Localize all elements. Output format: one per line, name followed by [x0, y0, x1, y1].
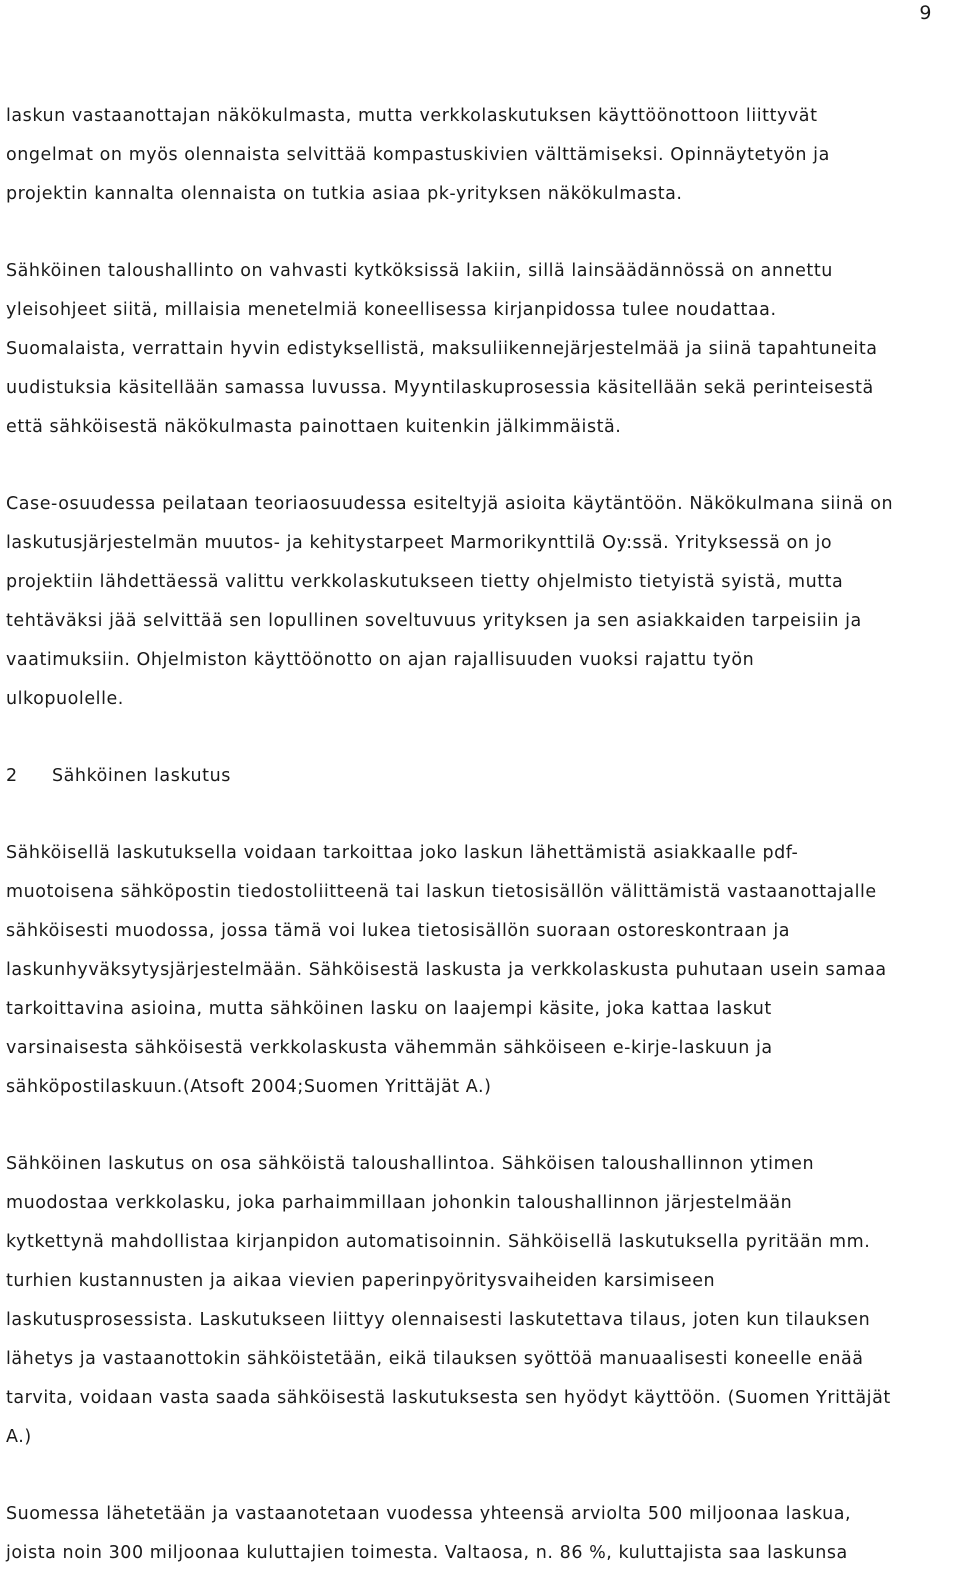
section-number: 2 — [6, 766, 18, 786]
paragraph-2 — [6, 252, 952, 447]
paragraph-gap — [6, 1457, 952, 1495]
text-line: yleisohjeet siitä, millaisia menetelmiä koneellisessa kirjanpidossa tulee noudattaa. — [6, 300, 777, 320]
paragraph-5 — [6, 1145, 952, 1457]
text-line: sähköisesti muodossa, jossa tämä voi lukea tietosisällön suoraan ostoreskontraan ja — [6, 921, 791, 941]
text-line: uudistuksia käsitellään samassa luvussa. Myyntilaskuprosessia käsitellään sekä perinteisestä — [6, 378, 874, 398]
text-line: Suomessa lähetetään ja vastaanotetaan vuodessa yhteensä arviolta 500 miljoonaa laskua, — [6, 1504, 852, 1524]
text-line: tarvita, voidaan vasta saada sähköisestä laskutuksesta sen hyödyt käyttöön. (Suomen Yrittäjät — [6, 1388, 891, 1408]
text-line: laskutusprosessista. Laskutukseen liittyy olennaisesti laskutettava tilaus, joten kun tilauksen — [6, 1310, 871, 1330]
text-line: Sähköinen taloushallinto on vahvasti kytköksissä lakiin, sillä lainsäädännössä on annettu — [6, 261, 833, 281]
paragraph-gap — [6, 796, 952, 834]
paragraph-gap — [6, 214, 952, 252]
text-line: turhien kustannusten ja aikaa vievien paperinpyöritysvaiheiden karsimiseen — [6, 1271, 716, 1291]
paragraph-gap — [6, 447, 952, 485]
paragraph-4 — [6, 834, 952, 1107]
page-number: 9 — [919, 2, 932, 24]
text-line: sähköpostilaskuun.(Atsoft 2004;Suomen Yrittäjät A.) — [6, 1077, 492, 1097]
text-line: projektin kannalta olennaista on tutkia asiaa pk-yrityksen näkökulmasta. — [6, 184, 683, 204]
text-line: varsinaisesta sähköisestä verkkolaskusta vähemmän sähköiseen e-kirje-laskuun ja — [6, 1038, 773, 1058]
text-line: tarkoittavina asioina, mutta sähköinen lasku on laajempi käsite, joka kattaa laskut — [6, 999, 772, 1019]
document-body — [6, 97, 952, 1573]
text-line: kytkettynä mahdollistaa kirjanpidon automatisoinnin. Sähköisellä laskutuksella pyritään mm. — [6, 1232, 871, 1252]
text-line: ulkopuolelle. — [6, 689, 124, 709]
text-line: vaatimuksiin. Ohjelmiston käyttöönotto on ajan rajallisuuden vuoksi rajattu työn — [6, 650, 755, 670]
text-line: laskutusjärjestelmän muutos- ja kehitystarpeet Marmorikynttilä Oy:ssä. Yrityksessä on jo — [6, 533, 833, 553]
text-line: tehtäväksi jää selvittää sen lopullinen soveltuvuus yrityksen ja sen asiakkaiden tarpeisiin ja — [6, 611, 862, 631]
paragraph-6 — [6, 1495, 952, 1573]
text-line: muotoisena sähköpostin tiedostoliitteenä tai laskun tietosisällön välittämistä vastaanottajalle — [6, 882, 877, 902]
paragraph-gap — [6, 1107, 952, 1145]
text-line: että sähköisestä näkökulmasta painottaen kuitenkin jälkimmäistä. — [6, 417, 622, 437]
text-line: joista noin 300 miljoonaa kuluttajien toimesta. Valtaosa, n. 86 %, kuluttajista saa laskunsa — [6, 1543, 848, 1563]
text-line: projektiin lähdettäessä valittu verkkolaskutukseen tietty ohjelmisto tietyistä syistä, mutta — [6, 572, 844, 592]
text-line: laskun vastaanottajan näkökulmasta, mutta verkkolaskutuksen käyttöönottoon liittyvät — [6, 106, 818, 126]
text-line: Sähköisellä laskutuksella voidaan tarkoittaa joko laskun lähettämistä asiakkaalle pdf- — [6, 843, 799, 863]
text-line: ongelmat on myös olennaista selvittää kompastuskivien välttämiseksi. Opinnäytetyön ja — [6, 145, 830, 165]
text-line: muodostaa verkkolasku, joka parhaimmillaan johonkin taloushallinnon järjestelmään — [6, 1193, 793, 1213]
paragraph-3 — [6, 485, 952, 719]
text-line: Sähköinen laskutus on osa sähköistä taloushallintoa. Sähköisen taloushallinnon ytimen — [6, 1154, 815, 1174]
text-line: A.) — [6, 1427, 32, 1447]
paragraph-gap — [6, 719, 952, 757]
section-heading — [6, 757, 952, 796]
text-line: laskunhyväksytysjärjestelmään. Sähköisestä laskusta ja verkkolaskusta puhutaan usein samaa — [6, 960, 887, 980]
text-line: Case-osuudessa peilataan teoriaosuudessa esiteltyjä asioita käytäntöön. Näkökulmana siinä on — [6, 494, 894, 514]
text-line: Suomalaista, verrattain hyvin edistyksellistä, maksuliikennejärjestelmää ja siinä tapahtuneita — [6, 339, 878, 359]
paragraph-1 — [6, 97, 952, 214]
text-line: lähetys ja vastaanottokin sähköistetään, eikä tilauksen syöttöä manuaalisesti koneelle enää — [6, 1349, 864, 1369]
section-title: Sähköinen laskutus — [52, 766, 231, 786]
